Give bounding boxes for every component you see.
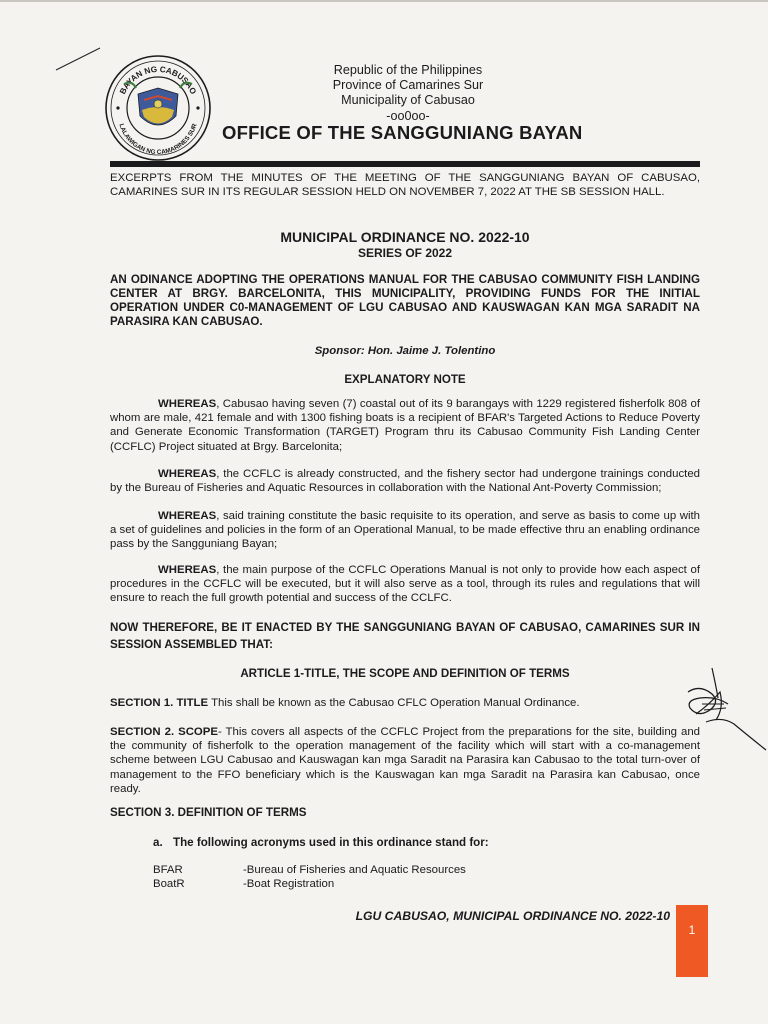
section-1-text: This shall be known as the Cabusao CFLC Operation Manual Ordinance. [208,697,580,709]
section-3-heading: SECTION 3. DEFINITION OF TERMS [110,806,307,819]
article-1-heading: ARTICLE 1-TITLE, THE SCOPE AND DEFINITION OF TERMS [240,667,570,680]
whereas-text: , said training constitute the basic requisite to its operation, and serve as basis to come up with a set of guidelines and policies in the form of an Operational Manual, to be made effective thru an enabling ordinance pass by the Sangguniang Bayan; [110,510,700,551]
acronym-row [153,878,334,890]
page-footer: LGU CABUSAO, MUNICIPAL ORDINANCE NO. 2022-10 [355,909,670,923]
ordinance-title: MUNICIPAL ORDINANCE NO. 2022-10 [280,229,530,245]
municipality-line: Municipality of Cabusao [341,93,475,108]
acronym-row [153,864,466,876]
whereas-clause [110,397,700,454]
whereas-lead: WHEREAS [158,564,217,576]
top-edge-line [0,0,768,2]
whereas-lead: WHEREAS [158,510,217,522]
acronyms-intro-letter: a. [153,836,163,849]
section-2 [110,725,700,796]
letterhead-block [258,63,558,124]
whereas-lead: WHEREAS [158,398,217,410]
acronym-abbr: BFAR [153,864,183,876]
whereas-clause [110,509,700,552]
page-number-badge: 1 [676,905,708,977]
whereas-text: , the main purpose of the CCFLC Operations Manual is not only to provide how each aspect of procedures in the CCFLC will be executed, but it will also serve as a tool, through its rules and regulations that will ensure to reach the full growth potential and success of the CCLFC. [110,564,700,605]
section-2-text: - This covers all aspects of the CCFLC Project from the preparations for the site, building and the community of fisherfolk to the operation management of the facility which will start with a co-management scheme between LGU Cabusao and Kauswagan kan mga Saradit na Parasira kan Cabusao to the total turn-over of management to the FFO beneficiary which is the Kauswagan kan mga Saradit na Parasira kan Cabusao, once ready. [110,726,700,795]
section-2-label: SECTION 2. SCOPE [110,726,218,738]
acronyms-intro [153,836,653,849]
whereas-clause [110,467,700,495]
municipal-seal-icon [104,54,212,162]
seal-bottom-text: LALAWIGAN NG CAMARINES SUR [117,122,199,157]
acronym-abbr: BoatR [153,878,185,890]
ordinance-sponsor: Sponsor: Hon. Jaime J. Tolentino [314,345,496,357]
ordinance-description: AN ODINANCE ADOPTING THE OPERATIONS MANUAL FOR THE CABUSAO COMMUNITY FISH LANDING CENTER AT BRGY. BARCELONITA, THIS MUNICIPALITY, PROVIDING FUNDS FOR THE INITIAL OPERATION UNDER C0-MANAGEMENT OF LGU CABUSAO AND KAUSWAGAN KAN MGA SARADIT NA PARASIRA KAN CABUSAO. [110,273,700,328]
minutes-excerpt: EXCERPTS FROM THE MINUTES OF THE MEETING OF THE SANGGUNIANG BAYAN OF CABUSAO, CAMARINES SUR IN ITS REGULAR SESSION HELD ON NOVEMBER 7, 2022 AT THE SB SESSION HALL. [110,172,700,198]
whereas-text: , the CCFLC is already constructed, and the fishery sector had undergone trainings conducted by the Bureau of Fisheries and Aquatic Resources in collaboration with the National Ant-Poverty Commission; [110,468,700,495]
explanatory-note-heading: EXPLANATORY NOTE [344,373,466,386]
signature-icon [676,664,768,756]
whereas-clause [110,563,700,606]
header-divider [110,161,700,167]
acronyms-intro-text: The following acronyms used in this ordinance stand for: [173,836,489,849]
acronym-meaning: -Boat Registration [243,878,335,890]
seal-top-text: BAYAN NG CABUSAO [118,64,198,96]
province-line: Province of Camarines Sur [332,78,484,93]
section-1 [110,696,700,710]
section-1-label: SECTION 1. TITLE [110,697,209,709]
acronym-meaning: -Bureau of Fisheries and Aquatic Resources [243,864,466,876]
republic-line: Republic of the Philippines [333,63,483,77]
enacting-clause: NOW THEREFORE, BE IT ENACTED BY THE SANGGUNIANG BAYAN OF CABUSAO, CAMARINES SUR IN SESSION ASSEMBLED THAT: [110,621,700,651]
pen-mark-icon [54,44,102,74]
whereas-text: , Cabusao having seven (7) coastal out of its 9 barangays with 1229 registered fisherfolk 808 of whom are male, 421 female and with 1300 fishing boats is a recipient of BFAR's Targeted Actions to Reduce Poverty and Generate Economic Transformation (TARGET) Program thru its Cabusao Community Fish Landing Center (CCFLC) Project situated at Brgy. Barcelonita; [110,398,700,453]
whereas-lead: WHEREAS [158,468,217,480]
ordinance-series: SERIES OF 2022 [357,246,453,260]
ornament-line: -oo0oo- [386,108,430,123]
office-title: OFFICE OF THE SANGGUNIANG BAYAN [222,122,583,143]
